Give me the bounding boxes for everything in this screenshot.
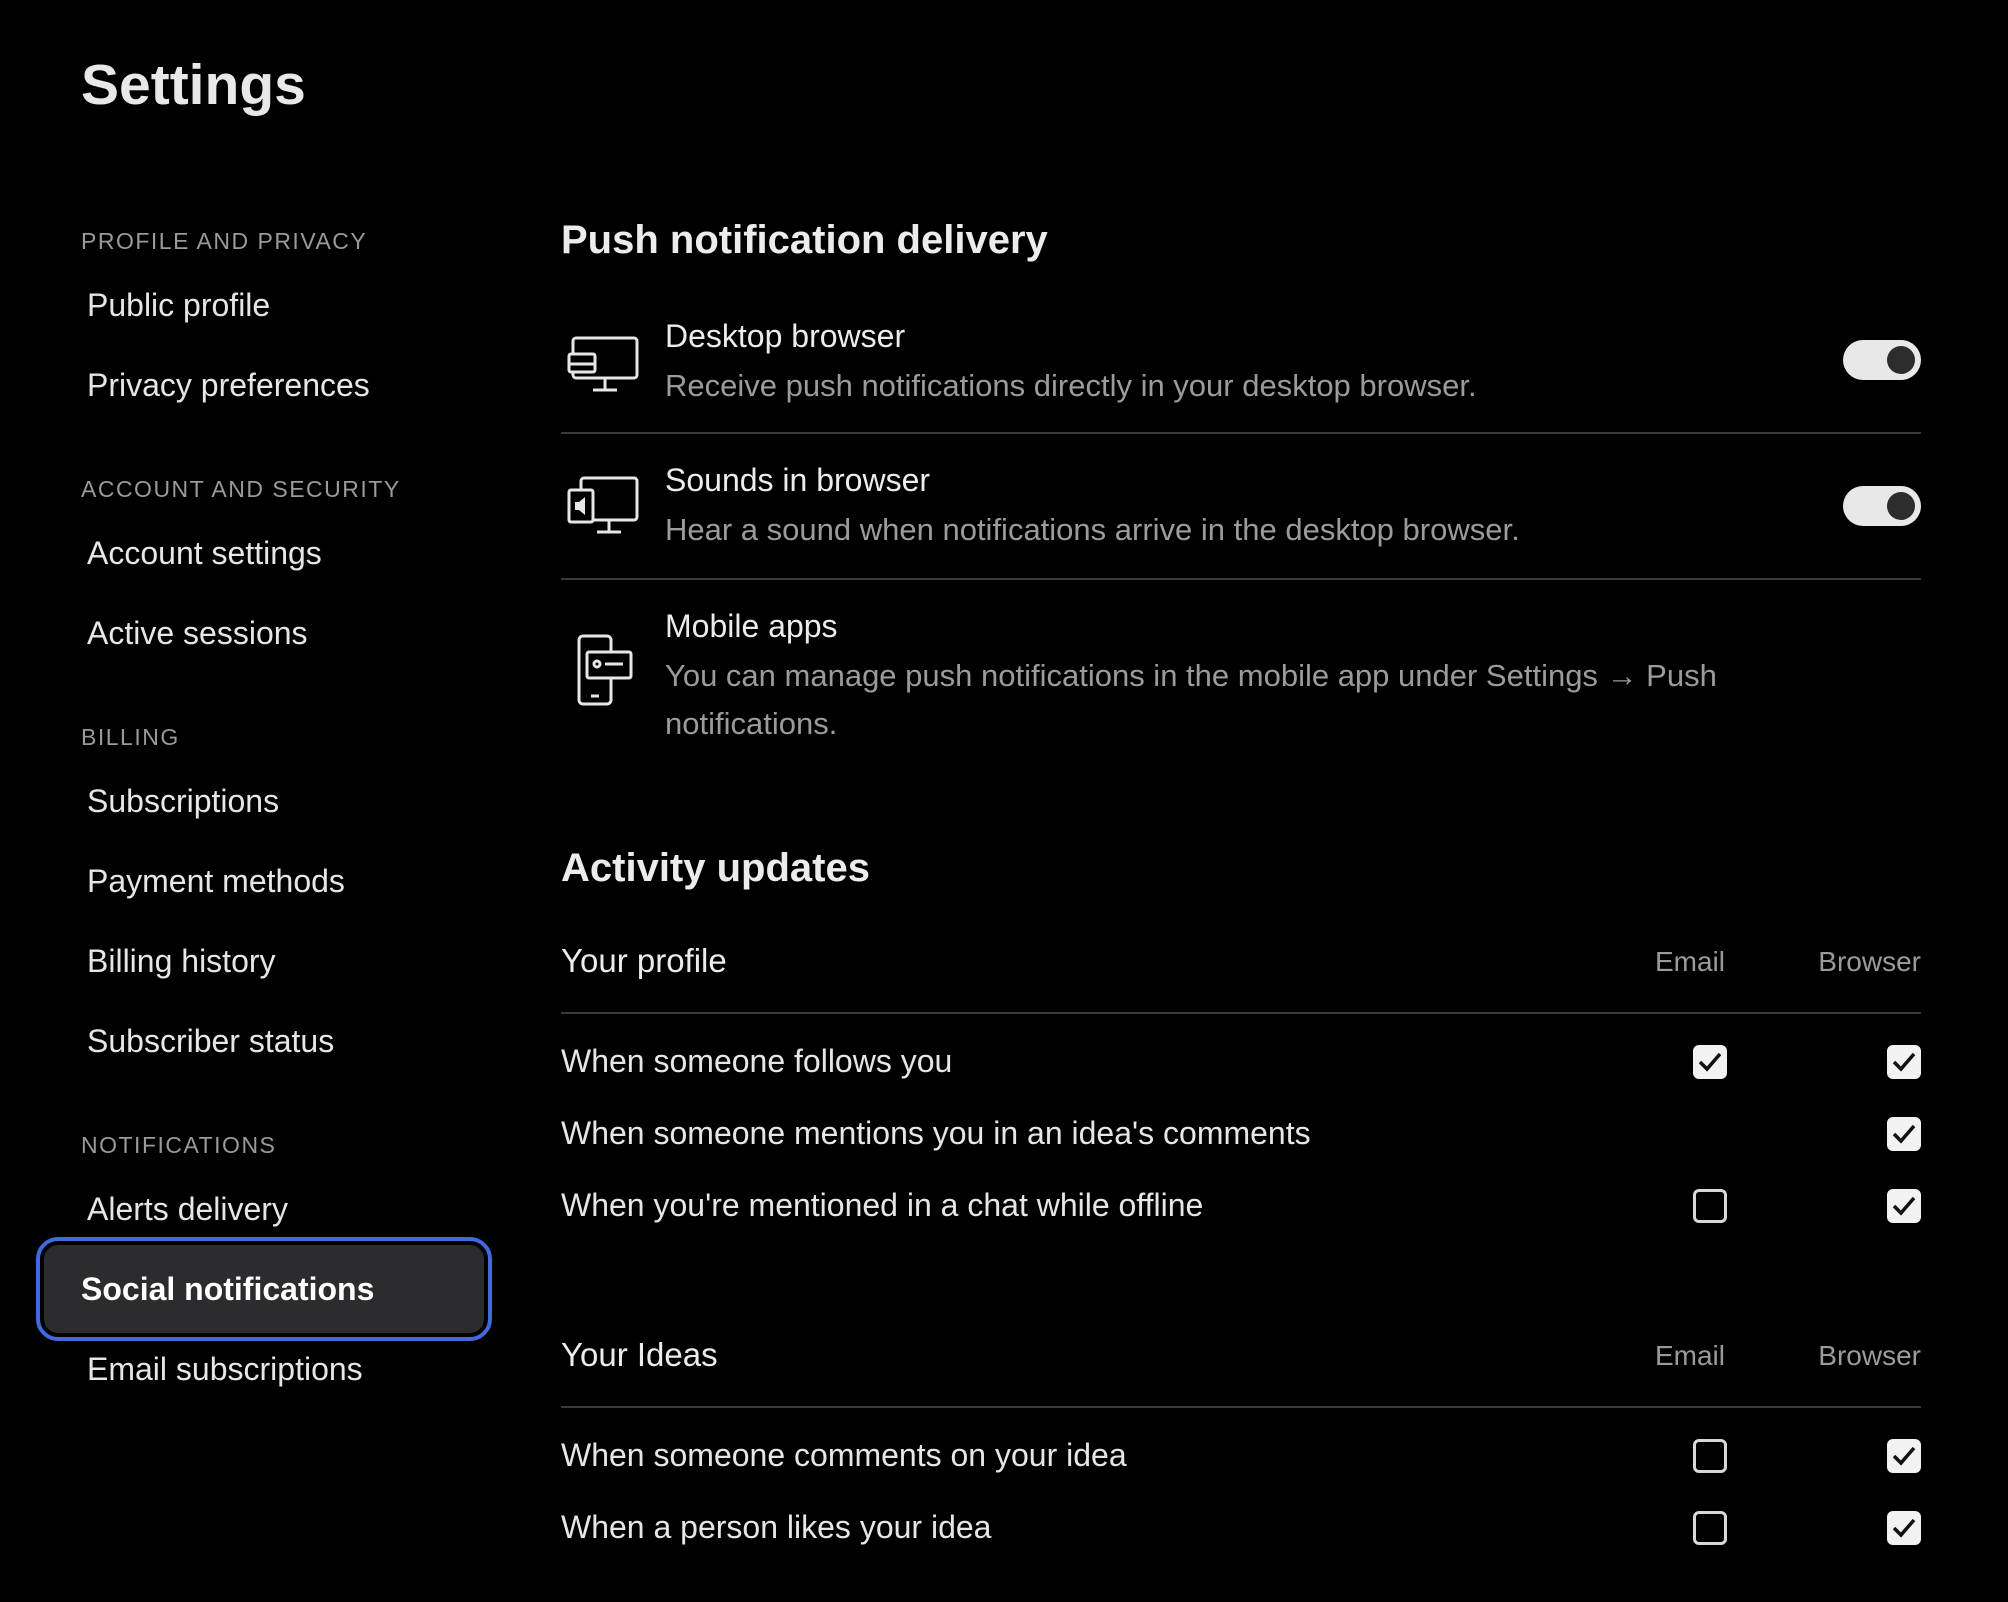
column-email-label: Email [1654, 1340, 1725, 1371]
push-title-sounds-browser: Sounds in browser [665, 462, 931, 498]
email-checkbox[interactable] [1693, 1511, 1727, 1545]
browser-checkbox[interactable] [1887, 1511, 1921, 1545]
browser-checkbox[interactable] [1887, 1045, 1921, 1079]
activity-row-label: When someone mentions you in an idea's comments [561, 1115, 1311, 1151]
activity-row-label: When a person likes your idea [561, 1509, 992, 1545]
sidebar-section-account-security: ACCOUNT AND SECURITY [81, 476, 401, 502]
push-row-mobile-apps [561, 580, 1921, 760]
browser-checkbox[interactable] [1887, 1189, 1921, 1223]
group-header-your-ideas [561, 1328, 1921, 1388]
desktop-browser-toggle[interactable] [1843, 340, 1921, 380]
column-email-label: Email [1654, 946, 1725, 977]
push-desc-sounds-browser: Hear a sound when notifications arrive in the desktop browser. [665, 512, 1520, 547]
activity-row [561, 1175, 1921, 1235]
browser-checkbox[interactable] [1887, 1439, 1921, 1473]
sidebar-section-profile-privacy: PROFILE AND PRIVACY [81, 228, 368, 254]
activity-row [561, 1497, 1921, 1557]
toggle-knob [1887, 346, 1915, 374]
page-title: Settings [81, 53, 306, 117]
toggle-knob [1887, 492, 1915, 520]
mobile-device-icon [567, 630, 647, 710]
sidebar-section-billing: BILLING [81, 724, 180, 750]
sidebar-item-subscriptions[interactable]: Subscriptions [87, 782, 280, 819]
sidebar-section-notifications: NOTIFICATIONS [81, 1132, 277, 1158]
sounds-browser-toggle[interactable] [1843, 486, 1921, 526]
activity-row-label: When someone follows you [561, 1043, 953, 1079]
sidebar-item-subscriber-status[interactable]: Subscriber status [87, 1022, 335, 1059]
group-title: Your Ideas [561, 1336, 718, 1373]
email-checkbox[interactable] [1693, 1189, 1727, 1223]
activity-row [561, 1425, 1921, 1485]
desktop-sound-icon [567, 468, 647, 548]
group-title: Your profile [561, 942, 727, 979]
push-row-sounds-browser [561, 434, 1921, 580]
push-section-title: Push notification delivery [561, 218, 1048, 262]
desktop-monitor-icon [567, 324, 647, 404]
sidebar-item-account-settings[interactable]: Account settings [87, 534, 322, 571]
sidebar-item-public-profile[interactable]: Public profile [87, 286, 271, 323]
push-desc-desktop-browser: Receive push notifications directly in your desktop browser. [665, 368, 1477, 403]
email-checkbox[interactable] [1693, 1045, 1727, 1079]
group-divider [561, 1012, 1921, 1014]
push-title-desktop-browser: Desktop browser [665, 318, 906, 354]
push-desc-mobile-apps: You can manage push notifications in the mobile app under Settings → Push notifications. [665, 658, 1717, 741]
sidebar-item-billing-history[interactable]: Billing history [87, 942, 276, 979]
group-header-your-profile [561, 934, 1921, 994]
sidebar-item-active-sessions[interactable]: Active sessions [87, 614, 308, 651]
group-divider [561, 1406, 1921, 1408]
browser-checkbox[interactable] [1887, 1117, 1921, 1151]
push-row-desktop-browser [561, 310, 1921, 434]
sidebar-item-alerts-delivery[interactable]: Alerts delivery [87, 1190, 288, 1227]
sidebar-item-email-subscriptions[interactable]: Email subscriptions [87, 1350, 363, 1387]
column-browser-label: Browser [1818, 1340, 1921, 1371]
activity-row-label: When someone comments on your idea [561, 1437, 1127, 1473]
activity-row [561, 1031, 1921, 1091]
column-browser-label: Browser [1818, 946, 1921, 977]
activity-section-title: Activity updates [561, 846, 870, 890]
sidebar-item-payment-methods[interactable]: Payment methods [87, 862, 345, 899]
sidebar-item-social-notifications[interactable]: Social notifications [44, 1245, 484, 1333]
sidebar-item-privacy-preferences[interactable]: Privacy preferences [87, 366, 370, 403]
email-checkbox[interactable] [1693, 1439, 1727, 1473]
activity-row [561, 1103, 1921, 1163]
activity-row-label: When you're mentioned in a chat while offline [561, 1187, 1204, 1223]
push-title-mobile-apps: Mobile apps [665, 608, 838, 644]
